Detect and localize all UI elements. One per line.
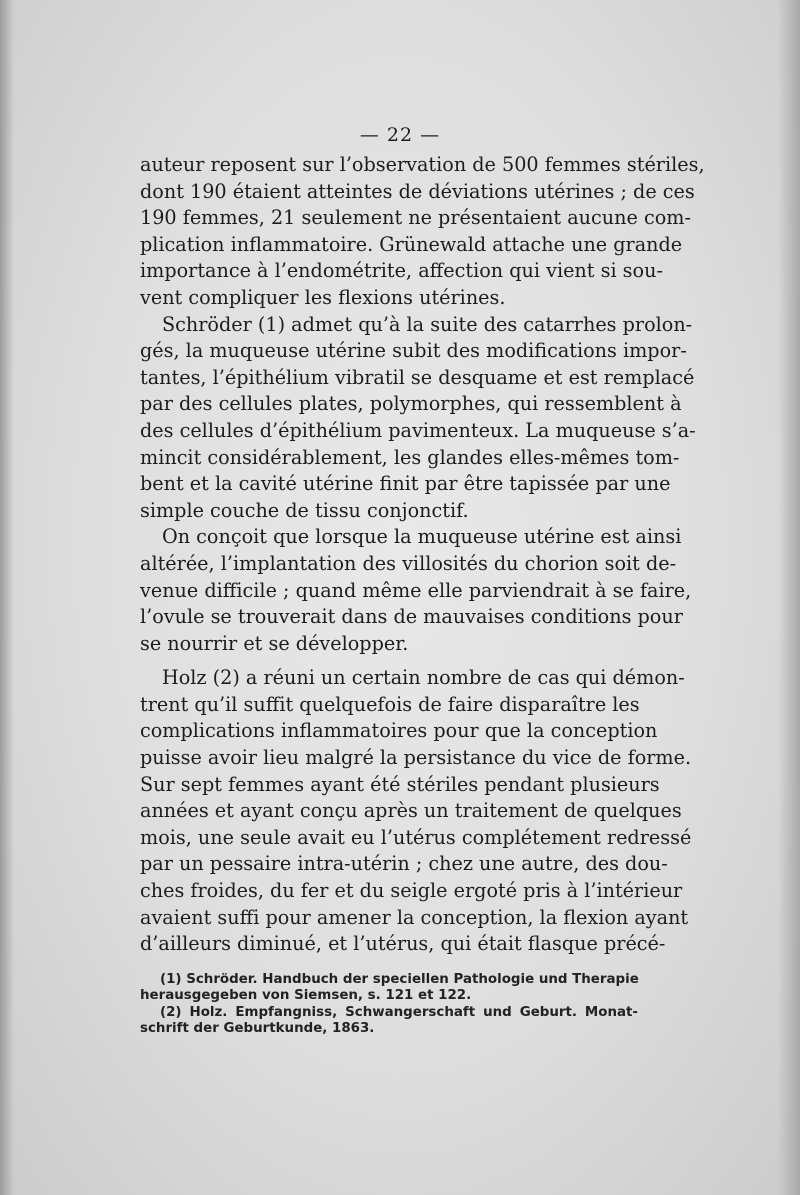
text-line: Sur sept femmes ayant été stériles pendant plusieurs xyxy=(140,772,660,796)
page-number: — 22 — xyxy=(359,124,441,146)
footnote-line: (1) Schröder. Handbuch der speciellen Pathologie und Therapie xyxy=(160,972,639,987)
text-line: altérée, l’implantation des villosités du chorion soit de- xyxy=(140,551,677,575)
text-line: On conçoit que lorsque la muqueuse utérine est ainsi xyxy=(162,525,682,549)
paragraph-4 xyxy=(140,665,692,958)
text-line: vent compliquer les flexions utérines. xyxy=(140,285,506,309)
footnote-line: (2) Holz. Empfangniss, Schwangerschaft und Geburt. Monat- xyxy=(160,1004,638,1020)
footnote-1 xyxy=(140,972,638,1005)
text-line: gés, la muqueuse utérine subit des modifications impor- xyxy=(140,339,687,363)
text-line: tantes, l’épithélium vibratil se desquame et est remplacé xyxy=(140,365,695,389)
page-left-edge-shadow xyxy=(0,0,14,1195)
text-line: puisse avoir lieu malgré la persistance du vice de forme. xyxy=(140,746,692,770)
paragraph-gap xyxy=(140,657,638,665)
footnote-2 xyxy=(140,1005,638,1038)
paragraph-2 xyxy=(140,312,696,525)
text-line: Holz (2) a réuni un certain nombre de cas qui démon- xyxy=(162,666,685,690)
paragraph-3 xyxy=(140,524,692,657)
text-line: avaient suffi pour amener la conception, la flexion ayant xyxy=(140,905,689,929)
text-line: ches froides, du fer et du seigle ergoté pris à l’intérieur xyxy=(140,879,683,903)
text-line: bent et la cavité utérine finit par être tapissée par une xyxy=(140,472,671,496)
text-line: des cellules d’épithélium pavimenteux. La muqueuse s’a- xyxy=(140,418,696,442)
page-right-edge-shadow xyxy=(778,0,800,1195)
text-line: 190 femmes, 21 seulement ne présentaient aucune com- xyxy=(140,206,691,230)
text-line: dont 190 étaient atteintes de déviations utérines ; de ces xyxy=(140,179,695,203)
text-line: plication inflammatoire. Grünewald attache une grande xyxy=(140,232,683,256)
text-line: venue difficile ; quand même elle parviendrait à se faire, xyxy=(140,578,692,602)
body-text xyxy=(140,152,705,958)
text-line: complications inflammatoires pour que la conception xyxy=(140,719,658,743)
footnotes xyxy=(140,972,638,1038)
paragraph-1 xyxy=(140,152,705,312)
text-line: par un pessaire intra-utérin ; chez une autre, des dou- xyxy=(140,852,668,876)
text-line: Schröder (1) admet qu’à la suite des catarrhes prolon- xyxy=(162,312,693,336)
text-line: se nourrir et se développer. xyxy=(140,631,409,655)
text-line: mois, une seule avait eu l’utérus complétement redressé xyxy=(140,825,692,849)
text-line: auteur reposent sur l’observation de 500 femmes stériles, xyxy=(140,153,705,176)
footnote-line: herausgegeben von Siemsen, s. 121 et 122. xyxy=(140,988,472,1004)
text-line: simple couche de tissu conjonctif. xyxy=(140,498,469,522)
text-line: d’ailleurs diminué, et l’utérus, qui était flasque précé- xyxy=(140,932,666,956)
text-line: l’ovule se trouverait dans de mauvaises conditions pour xyxy=(140,605,683,629)
text-line: importance à l’endométrite, affection qui vient si sou- xyxy=(140,259,663,283)
text-line: années et ayant conçu après un traitement de quelques xyxy=(140,799,682,823)
text-line: mincit considérablement, les glandes elles-mêmes tom- xyxy=(140,445,680,469)
text-line: par des cellules plates, polymorphes, qui ressemblent à xyxy=(140,392,682,416)
footnote-line: schrift der Geburtkunde, 1863. xyxy=(140,1021,375,1037)
text-line: trent qu’il suffit quelquefois de faire disparaître les xyxy=(140,692,640,716)
